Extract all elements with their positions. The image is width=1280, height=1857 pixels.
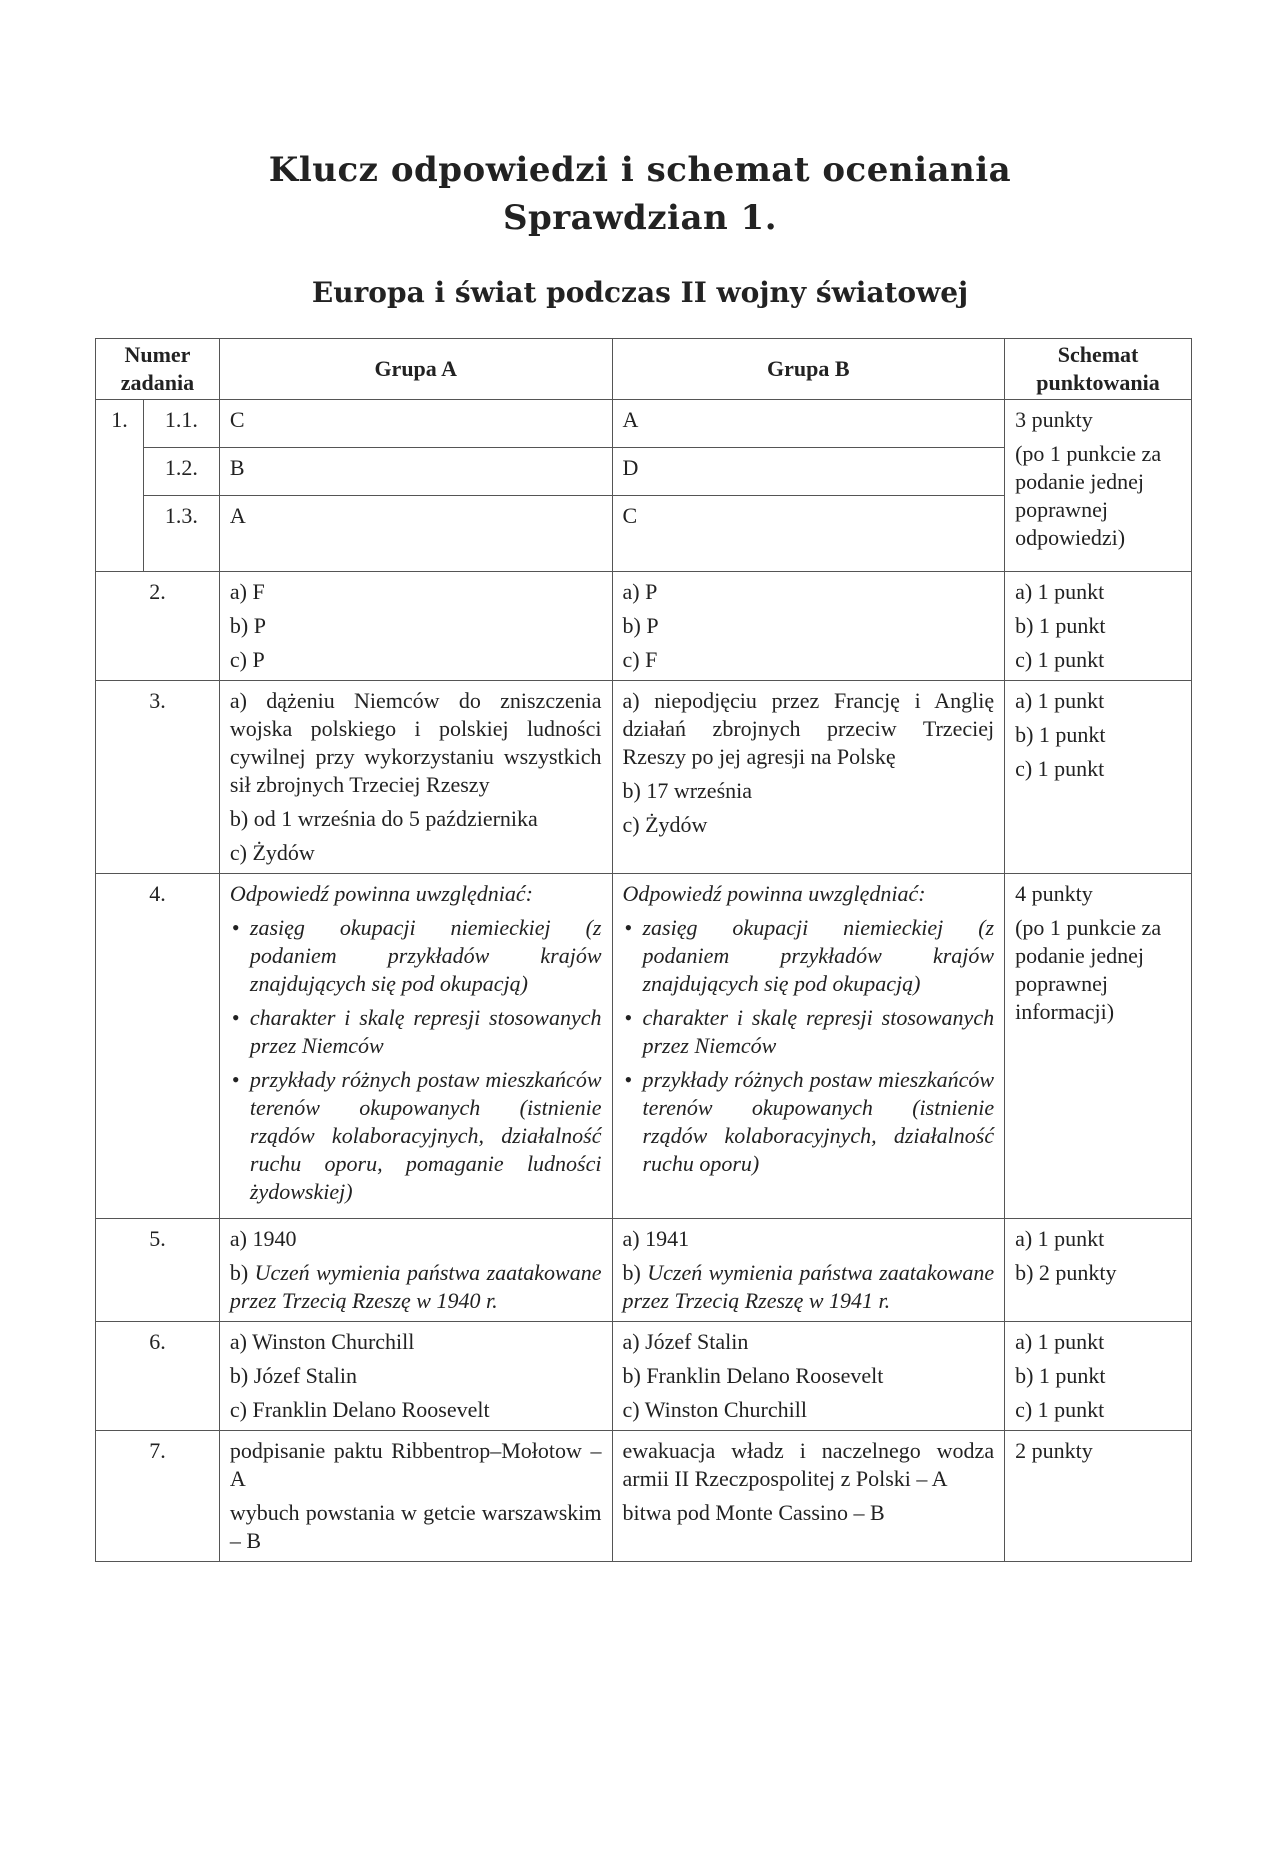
answer-line: c) F xyxy=(622,647,658,672)
answer-a xyxy=(219,1219,612,1322)
answer-line: a) dążeniu Niemców do zniszczenia wojska polskiego i polskiej ludności cywilnej przy wykorzystaniu wszystkich sił zbrojnych Trzeciej Rzeszy xyxy=(229,688,602,797)
task-number: 4. xyxy=(96,874,220,1219)
task-number: 2. xyxy=(96,572,220,681)
task-number: 7. xyxy=(96,1431,220,1562)
answer-b xyxy=(612,681,1005,874)
table-row xyxy=(96,874,1192,1219)
score-main: 3 punkty xyxy=(1015,407,1093,432)
document-title: Klucz odpowiedzi i schemat oceniania xyxy=(268,150,1012,190)
answer-b xyxy=(612,1322,1005,1431)
score-line: c) 1 punkt xyxy=(1015,756,1105,781)
header-grupa-a: Grupa A xyxy=(219,339,612,400)
answer-line: b) Franklin Delano Roosevelt xyxy=(622,1363,884,1388)
score-line: b) 1 punkt xyxy=(1015,613,1106,638)
list-item: • charakter i skalę represji stosowanych przez Niemców xyxy=(250,1004,602,1060)
header-row xyxy=(96,339,1192,400)
list-item: • zasięg okupacji niemieckiej (z podaniem przykładów krajów znajdujących się pod okupacją) xyxy=(250,914,602,998)
answer-line: a) 1941 xyxy=(622,1226,690,1251)
subtask-number: 1.1. xyxy=(143,400,219,448)
answer-line: b) 17 września xyxy=(622,778,753,803)
score-line: a) 1 punkt xyxy=(1015,688,1105,713)
list-item: • zasięg okupacji niemieckiej (z podaniem przykładów krajów znajdujących się pod okupacją) xyxy=(643,914,995,998)
document-subtitle: Sprawdzian 1. xyxy=(502,198,778,238)
answer-a xyxy=(219,1322,612,1431)
answer-a xyxy=(219,874,612,1219)
answer-b xyxy=(612,572,1005,681)
answer-b xyxy=(612,874,1005,1219)
answer-line: a) 1940 xyxy=(229,1226,297,1251)
table-row xyxy=(96,1219,1192,1322)
header-schemat: Schemat punktowania xyxy=(1005,339,1192,400)
score-cell xyxy=(1005,1322,1192,1431)
answer-line: bitwa pod Monte Cassino – B xyxy=(622,1500,885,1525)
answer-line: a) Józef Stalin xyxy=(622,1329,749,1354)
answer-line: a) niepodjęciu przez Francję i Anglię działań zbrojnych przeciw Trzeciej Rzeszy po jej agresji na Polskę xyxy=(622,688,995,769)
score-line: b) 2 punkty xyxy=(1015,1260,1117,1285)
answer-line: c) P xyxy=(229,647,265,672)
table-row xyxy=(96,400,1192,448)
score-line: a) 1 punkt xyxy=(1015,579,1105,604)
score-line: a) 1 punkt xyxy=(1015,1329,1105,1354)
answer-a xyxy=(219,572,612,681)
answer-line: b) P xyxy=(229,613,266,638)
table-row xyxy=(96,1431,1192,1562)
answer-intro: Odpowiedź powinna uwzględniać: xyxy=(622,881,926,906)
score-line: b) 1 punkt xyxy=(1015,722,1106,747)
header-numer: Numer zadania xyxy=(96,339,220,400)
score-cell xyxy=(1005,874,1192,1219)
task-number: 3. xyxy=(96,681,220,874)
answer-a xyxy=(219,681,612,874)
score-cell xyxy=(1005,1219,1192,1322)
subtask-number: 1.3. xyxy=(143,496,219,572)
answer-b xyxy=(612,1431,1005,1562)
header-grupa-b: Grupa B xyxy=(612,339,1005,400)
answer-line: c) Franklin Delano Roosevelt xyxy=(229,1397,490,1422)
answer-b xyxy=(612,1219,1005,1322)
score-line: a) 1 punkt xyxy=(1015,1226,1105,1251)
score-cell xyxy=(1005,400,1192,572)
answer-line: a) Winston Churchill xyxy=(229,1329,415,1354)
answer-b: A xyxy=(612,400,1005,448)
answer-prefix: b) xyxy=(622,1260,648,1285)
answer-line: podpisanie paktu Ribbentrop–Mołotow – A xyxy=(229,1438,602,1491)
task-number: 1. xyxy=(96,400,144,572)
answer-line: b) P xyxy=(622,613,659,638)
list-item: • charakter i skalę represji stosowanych przez Niemców xyxy=(643,1004,995,1060)
answer-line: ewakuacja władz i naczelnego wodza armii II Rzeczpospolitej z Polski – A xyxy=(622,1438,995,1491)
table-row xyxy=(96,1322,1192,1431)
answer-line xyxy=(230,1259,602,1315)
answer-prefix: b) xyxy=(229,1260,255,1285)
answer-intro: Odpowiedź powinna uwzględniać: xyxy=(229,881,534,906)
list-item: • przykłady różnych postaw mieszkańców terenów okupowanych (istnienie rządów kolaboracyjnych, działalność ruchu oporu, pomaganie ludności żydowskiej) xyxy=(250,1066,602,1206)
answer-line: a) F xyxy=(229,579,265,604)
subtask-number: 1.2. xyxy=(143,448,219,496)
answer-line: b) od 1 września do 5 października xyxy=(229,806,538,831)
answer-line: c) Żydów xyxy=(622,812,708,837)
list-item: • przykłady różnych postaw mieszkańców terenów okupowanych (istnienie rządów kolaboracyjnych, działalność ruchu oporu) xyxy=(643,1066,995,1178)
score-line: c) 1 punkt xyxy=(1015,1397,1105,1422)
answer-list xyxy=(623,914,995,1178)
score-note: (po 1 punkcie za podanie jednej poprawnej informacji) xyxy=(1015,915,1162,1024)
answer-line xyxy=(623,1259,995,1315)
table-row xyxy=(96,681,1192,874)
score-line: c) 1 punkt xyxy=(1015,647,1105,672)
score-note: (po 1 punkcie za podanie jednej poprawnej odpowiedzi) xyxy=(1015,441,1162,550)
answer-line: c) Winston Churchill xyxy=(622,1397,807,1422)
answer-text: Uczeń wymienia państwa zaatakowane przez Trzecią Rzeszę w 1941 r. xyxy=(622,1260,995,1313)
answer-a xyxy=(219,1431,612,1562)
answer-text: Uczeń wymienia państwa zaatakowane przez Trzecią Rzeszę w 1940 r. xyxy=(229,1260,602,1313)
answer-a: A xyxy=(219,496,612,572)
task-number: 6. xyxy=(96,1322,220,1431)
table-row xyxy=(96,572,1192,681)
answer-key-table xyxy=(95,338,1192,1562)
task-number: 5. xyxy=(96,1219,220,1322)
answer-line: b) Józef Stalin xyxy=(229,1363,357,1388)
answer-b: C xyxy=(612,496,1005,572)
answer-line: a) P xyxy=(622,579,658,604)
answer-list xyxy=(230,914,602,1206)
score-cell xyxy=(1005,572,1192,681)
answer-a: C xyxy=(219,400,612,448)
answer-line: c) Żydów xyxy=(229,840,315,865)
topic-heading: Europa i świat podczas II wojny światowej xyxy=(311,276,969,309)
answer-b: D xyxy=(612,448,1005,496)
answer-a: B xyxy=(219,448,612,496)
score-cell: 2 punkty xyxy=(1005,1431,1192,1562)
score-cell xyxy=(1005,681,1192,874)
answer-line: wybuch powstania w getcie warszawskim – B xyxy=(229,1500,602,1553)
score-line: b) 1 punkt xyxy=(1015,1363,1106,1388)
score-main: 4 punkty xyxy=(1015,881,1093,906)
